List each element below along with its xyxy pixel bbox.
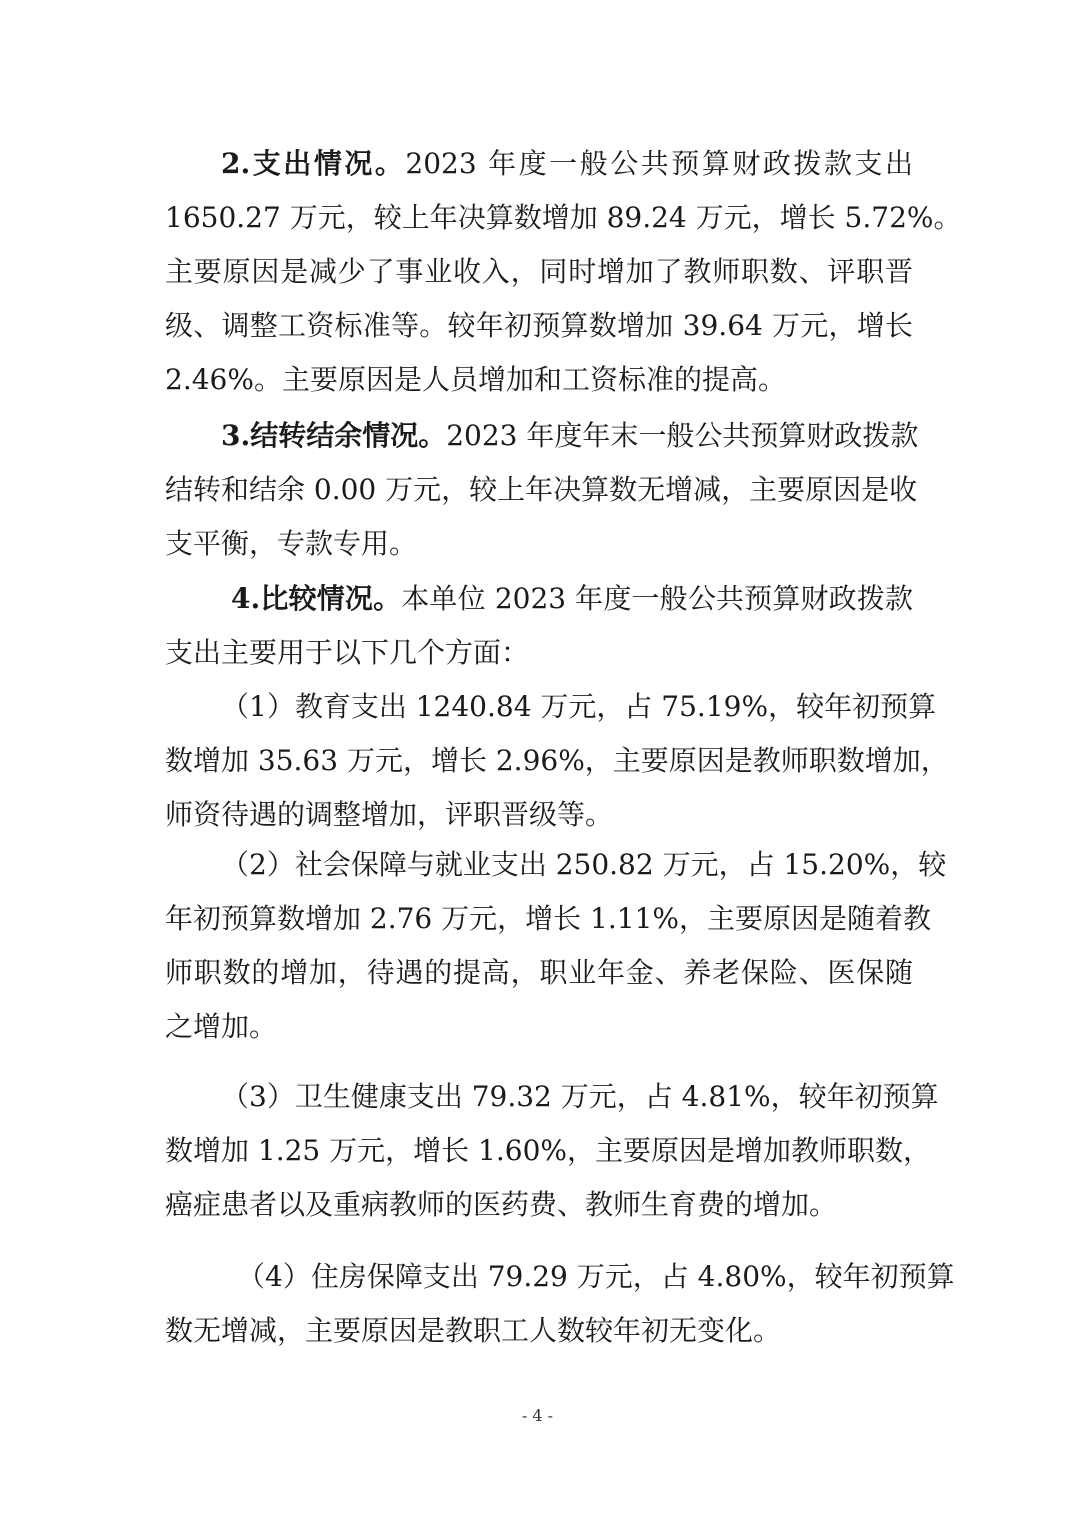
- text-line: 2.支出情况。2023 年度一般公共预算财政拨款支出: [221, 147, 913, 180]
- text-line: 数增加 35.63 万元，增长 2.96%，主要原因是教师职数增加，: [165, 744, 949, 777]
- section-heading: 3.结转结余情况。: [221, 419, 447, 452]
- section-heading: 4.比较情况。: [231, 582, 402, 615]
- paragraph-expenditure: [165, 137, 962, 407]
- text-line: 2.46%。主要原因是人员增加和工资标准的提高。: [165, 363, 786, 396]
- paragraph-comparison: [165, 572, 913, 680]
- text-line: 师职数的增加，待遇的提高，职业年金、养老保险、医保随: [165, 956, 913, 989]
- text-line: 支平衡，专款专用。: [165, 527, 418, 560]
- text-line: 之增加。: [165, 1010, 278, 1043]
- text-line: 级、调整工资标准等。较年初预算数增加 39.64 万元，增长: [165, 309, 913, 342]
- text-line: 数增加 1.25 万元，增长 1.60%，主要原因是增加教师职数，: [165, 1134, 931, 1167]
- text-line: 支出主要用于以下几个方面：: [165, 636, 530, 669]
- paragraph-housing: [165, 1250, 955, 1358]
- text-line: 数无增减，主要原因是教职工人数较年初无变化。: [165, 1314, 782, 1347]
- paragraph-health: [165, 1070, 939, 1232]
- text-line: （2）社会保障与就业支出 250.82 万元，占 15.20%，较: [221, 848, 947, 881]
- paragraph-social-security: [165, 838, 947, 1054]
- text-line: 1650.27 万元，较上年决算数增加 89.24 万元，增长 5.72%。: [165, 201, 962, 234]
- text-line: 师资待遇的调整增加，评职晋级等。: [165, 798, 614, 831]
- text-line: （4）住房保障支出 79.29 万元，占 4.80%，较年初预算: [237, 1260, 955, 1293]
- text-line: 年初预算数增加 2.76 万元，增长 1.11%，主要原因是随着教: [165, 902, 931, 935]
- page-number: - 4 -: [521, 1406, 554, 1425]
- text-line: 癌症患者以及重病教师的医药费、教师生育费的增加。: [165, 1188, 838, 1221]
- text-line: 4.比较情况。本单位 2023 年度一般公共预算财政拨款: [231, 582, 914, 615]
- paragraph-carryover: [165, 409, 919, 571]
- text-line: （3）卫生健康支出 79.32 万元，占 4.81%，较年初预算: [221, 1080, 939, 1113]
- text-line: 3.结转结余情况。2023 年度年末一般公共预算财政拨款: [221, 419, 919, 452]
- text-line: 主要原因是减少了事业收入，同时增加了教师职数、评职晋: [165, 255, 913, 288]
- text-line: （1）教育支出 1240.84 万元，占 75.19%，较年初预算: [221, 690, 937, 723]
- section-heading: 2.支出情况。: [221, 147, 406, 180]
- text-line: 结转和结余 0.00 万元，较上年决算数无增减，主要原因是收: [165, 473, 918, 506]
- paragraph-education: [165, 680, 949, 842]
